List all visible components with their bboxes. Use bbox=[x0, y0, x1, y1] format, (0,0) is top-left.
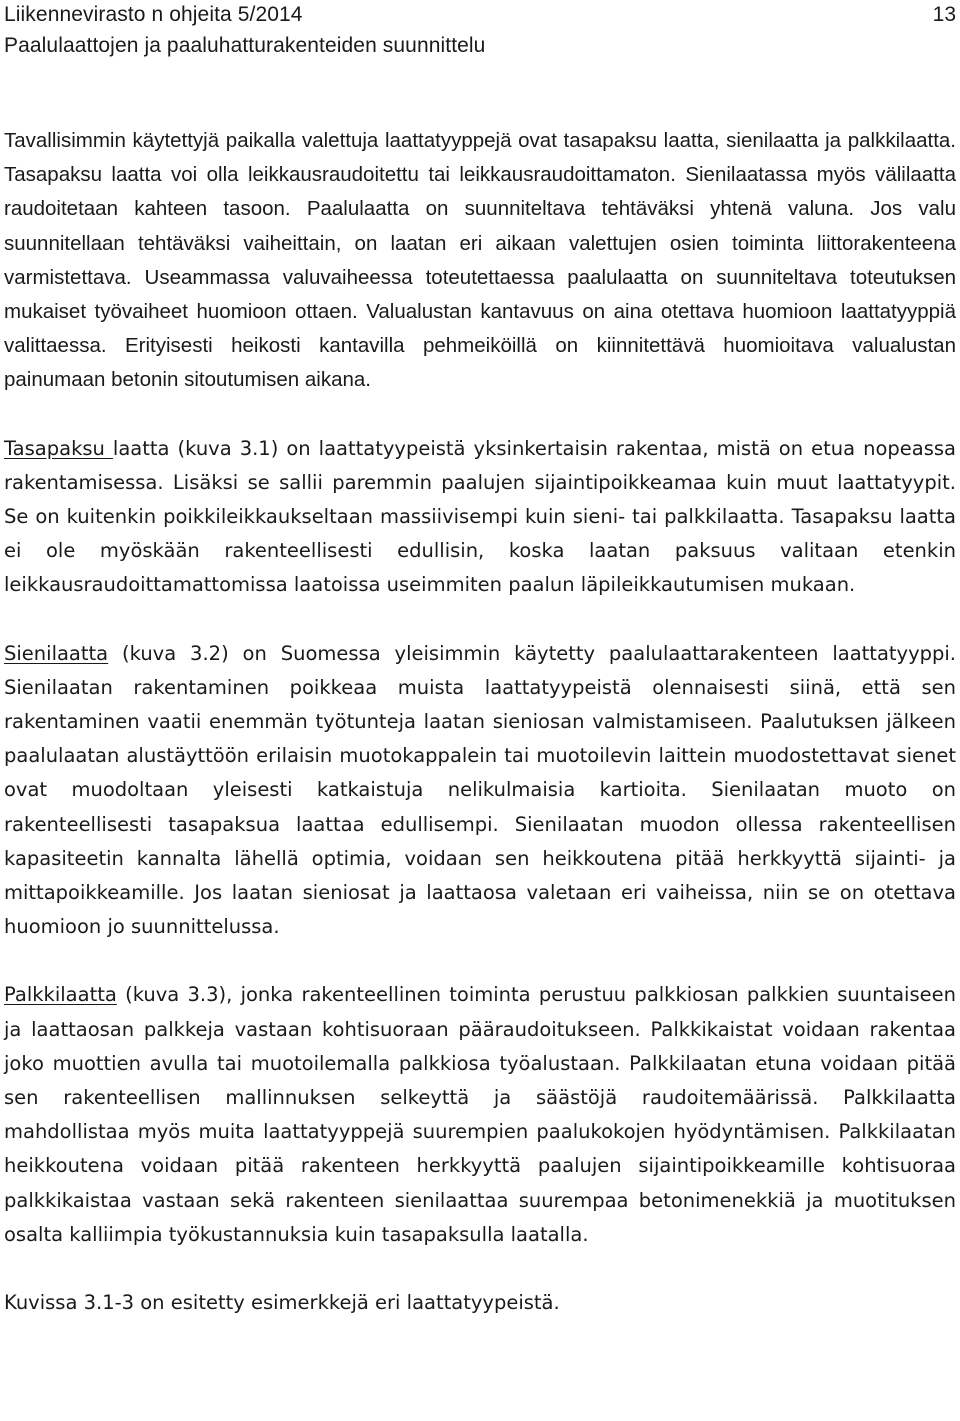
page-number: 13 bbox=[932, 3, 956, 26]
document-page bbox=[4, 0, 956, 1315]
page-header bbox=[4, 0, 956, 70]
paragraph-intro: Tavallisimmin käytettyjä paikalla valettuja laattatyyppejä ovat tasapaksu laatta, sienilaatta ja palkkilaatta. Tasapaksu laatta voi olla leikkausraudoitettu tai leikkausraudoittamaton. Sienilaatassa myös välilaatta raudoitetaan kahteen tasoon. Paalulaatta on suunniteltava tehtäväksi yhtenä valuna. Jos valu suunnitellaan tehtäväksi vaiheittain, on laatan eri aikaan valettujen osien toiminta liittorakenteena varmistettava. Useammassa valuvaiheessa toteutettaessa paalulaatta on suunniteltava toteutuksen mukaiset työvaiheet huomioon ottaen. Valualustan kantavuus on aina otettava huomioon laattatyyppiä valittaessa. Erityisesti heikosti kantavilla pehmeiköillä on kiinnitettävä huomioitava valualustan painumaan betonin sitoutumisen aikana. bbox=[4, 129, 956, 392]
paragraph-sienilaatta bbox=[4, 637, 956, 945]
paragraph-tasapaksu-text: laatta (kuva 3.1) on laattatyypeistä yksinkertaisin rakentaa, mistä on etua nopeassa rakentamisessa. Lisäksi se sallii paremmin paalujen sijaintipoikkeamaa kuin muut laattatyypit. Se on kuitenkin poikkileikkaukseltaan massiivisempi kuin sieni- tai palkkilaatta. Tasapaksu laatta ei ole myöskään rakenteellisesti edullisin, koska laatan paksuus valitaan etenkin leikkausraudoittamattomissa laatoissa useimmiten paalun läpileikkautumisen mukaan. bbox=[4, 436, 956, 597]
term-palkkilaatta: Palkkilaatta bbox=[4, 983, 117, 1007]
term-tasapaksu: Tasapaksu bbox=[4, 436, 113, 460]
body-text bbox=[4, 124, 956, 1320]
publication-series: Liikennevirasto n ohjeita 5/2014 bbox=[4, 3, 303, 26]
paragraph-figures-reference: Kuvissa 3.1-3 on esitetty esimerkkejä eri laattatyypeistä. bbox=[4, 1291, 560, 1315]
paragraph-tasapaksu bbox=[4, 432, 956, 603]
paragraph-palkkilaatta bbox=[4, 978, 956, 1252]
document-title: Paalulaattojen ja paaluhatturakenteiden suunnittelu bbox=[4, 34, 486, 57]
paragraph-sienilaatta-text: (kuva 3.2) on Suomessa yleisimmin käytetty paalulaattarakenteen laattatyyppi. Sienilaatan rakentaminen poikkeaa muista laattatyypeistä olennaisesti siinä, että sen rakentaminen vaatii enemmän työtunteja laatan sieniosan valmistamiseen. Paalutuksen jälkeen paalulaatan alustäyttöön erilaisin muotokappalein tai muotoilevin laittein muodostettavat sienet ovat muodoltaan yleisesti katkaistuja nelikulmaisia kartioita. Sienilaatan muoto on rakenteellisesti tasapaksua laattaa edullisempi. Sienilaatan muodon ollessa rakenteellisen kapasiteetin kannalta lähellä optimia, voidaan sen heikkoutena pitää herkkyyttä sijainti- ja mittapoikkeamille. Jos laatan sieniosat ja laattaosa valetaan eri vaiheissa, niin se on otettava huomioon jo suunnittelussa. bbox=[4, 641, 956, 939]
term-sienilaatta: Sienilaatta bbox=[4, 641, 109, 665]
paragraph-palkkilaatta-text: (kuva 3.3), jonka rakenteellinen toiminta perustuu palkkiosan palkkien suuntaiseen ja laattaosan palkkeja vastaan kohtisuoraan pääraudoitukseen. Palkkikaistat voidaan rakentaa joko muottien avulla tai muotoilemalla palkkiosa työalustaan. Palkkilaatan etuna voidaan pitää sen rakenteellisen mallinnuksen selkeyttä ja säästöjä raudoitemäärissä. Palkkilaatta mahdollistaa myös muita laattatyyppejä suurempien paalukokojen hyödyntämisen. Palkkilaatan heikkoutena voidaan pitää rakenteen herkkyyttä paalujen sijaintipoikkeamille kohtisuoraa palkkikaistaa vastaan sekä rakenteen sienilaattaa suurempaa betonimenekkiä ja muotituksen osalta kalliimpia työkustannuksia kuin tasapaksulla laatalla. bbox=[4, 983, 956, 1246]
